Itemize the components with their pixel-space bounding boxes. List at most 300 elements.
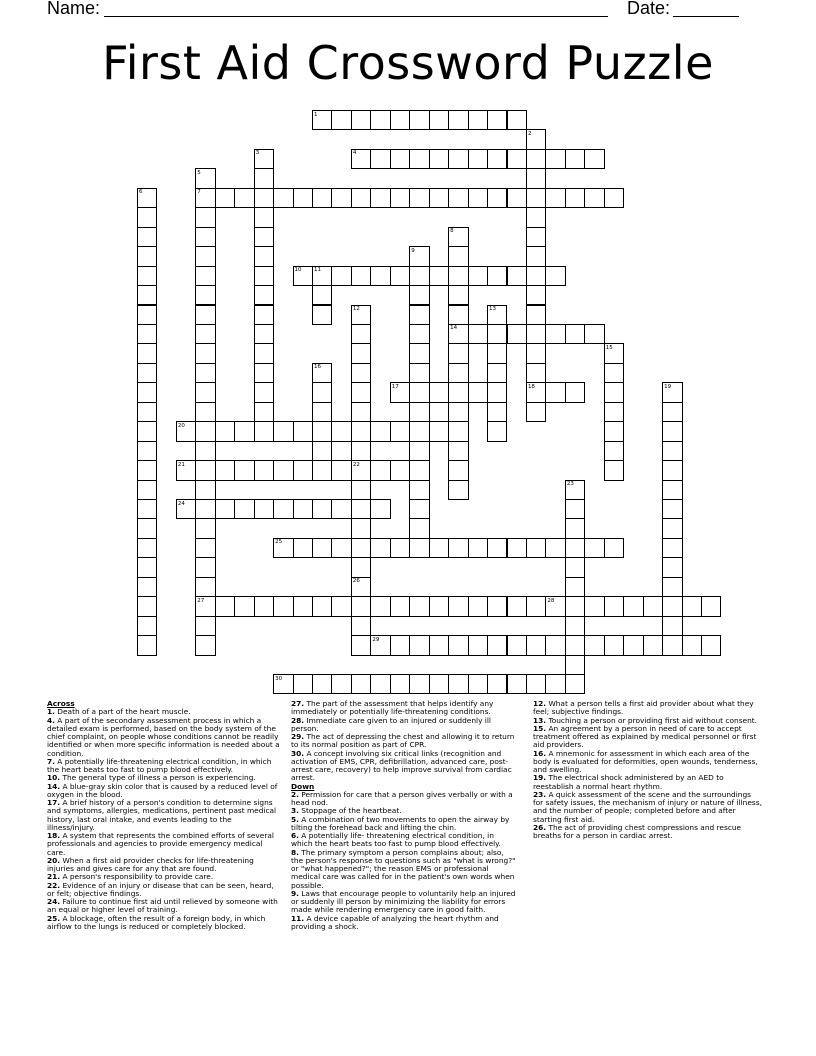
grid-cell[interactable] <box>215 596 235 616</box>
grid-cell[interactable] <box>273 421 293 441</box>
grid-cell[interactable] <box>137 285 157 305</box>
grid-cell[interactable] <box>429 382 449 402</box>
grid-cell[interactable] <box>429 266 449 286</box>
grid-cell[interactable] <box>565 518 585 538</box>
grid-cell[interactable] <box>409 538 429 558</box>
grid-cell[interactable] <box>643 596 663 616</box>
grid-cell[interactable] <box>507 149 527 169</box>
grid-cell[interactable] <box>273 499 293 519</box>
grid-cell[interactable] <box>254 266 274 286</box>
grid-cell[interactable] <box>526 305 546 325</box>
grid-cell[interactable] <box>234 421 254 441</box>
grid-cell[interactable] <box>507 596 527 616</box>
grid-cell[interactable] <box>351 518 371 538</box>
grid-cell[interactable] <box>195 246 215 266</box>
grid-cell[interactable] <box>487 674 507 694</box>
grid-cell[interactable] <box>409 635 429 655</box>
grid-cell[interactable] <box>526 596 546 616</box>
grid-cell[interactable] <box>137 343 157 363</box>
grid-cell[interactable] <box>312 402 332 422</box>
grid-cell[interactable] <box>137 246 157 266</box>
grid-cell[interactable] <box>701 596 721 616</box>
grid-cell[interactable] <box>137 227 157 247</box>
grid-cell[interactable] <box>273 460 293 480</box>
grid-cell[interactable] <box>604 538 624 558</box>
grid-cell[interactable] <box>448 460 468 480</box>
grid-cell[interactable] <box>390 149 410 169</box>
grid-cell[interactable] <box>526 538 546 558</box>
grid-cell[interactable] <box>137 557 157 577</box>
grid-cell[interactable] <box>234 460 254 480</box>
grid-cell[interactable] <box>137 635 157 655</box>
grid-cell[interactable] <box>487 363 507 383</box>
grid-cell[interactable] <box>662 616 682 636</box>
grid-cell[interactable] <box>565 188 585 208</box>
grid-cell[interactable] <box>254 343 274 363</box>
grid-cell[interactable] <box>507 635 527 655</box>
grid-cell[interactable] <box>662 460 682 480</box>
grid-cell[interactable] <box>409 402 429 422</box>
grid-cell[interactable] <box>293 596 313 616</box>
grid-cell[interactable] <box>545 674 565 694</box>
grid-cell[interactable] <box>137 499 157 519</box>
grid-cell[interactable] <box>487 110 507 130</box>
grid-cell[interactable] <box>507 538 527 558</box>
grid-cell[interactable] <box>409 480 429 500</box>
grid-cell[interactable] <box>195 616 215 636</box>
grid-cell[interactable] <box>526 363 546 383</box>
grid-cell[interactable] <box>351 538 371 558</box>
grid-cell[interactable] <box>312 596 332 616</box>
grid-cell[interactable] <box>565 596 585 616</box>
grid-cell[interactable] <box>545 635 565 655</box>
grid-cell[interactable] <box>312 538 332 558</box>
grid-cell[interactable] <box>312 441 332 461</box>
grid-cell[interactable] <box>137 518 157 538</box>
grid-cell[interactable] <box>254 207 274 227</box>
grid-cell[interactable] <box>448 480 468 500</box>
grid-cell[interactable] <box>293 421 313 441</box>
grid-cell[interactable] <box>409 382 429 402</box>
grid-cell[interactable] <box>545 266 565 286</box>
grid-cell[interactable] <box>234 499 254 519</box>
grid-cell[interactable] <box>195 441 215 461</box>
grid-cell[interactable] <box>682 635 702 655</box>
grid-cell[interactable] <box>448 538 468 558</box>
grid-cell[interactable] <box>662 402 682 422</box>
grid-cell[interactable] <box>195 363 215 383</box>
grid-cell[interactable] <box>312 382 332 402</box>
grid-cell[interactable] <box>351 343 371 363</box>
grid-cell[interactable] <box>565 577 585 597</box>
grid-cell[interactable] <box>137 207 157 227</box>
grid-cell[interactable] <box>351 363 371 383</box>
grid-cell[interactable] <box>137 324 157 344</box>
grid-cell[interactable] <box>507 266 527 286</box>
grid-cell[interactable] <box>273 188 293 208</box>
grid-cell[interactable] <box>448 305 468 325</box>
grid-cell[interactable] <box>409 460 429 480</box>
grid-cell[interactable] <box>351 674 371 694</box>
grid-cell[interactable] <box>390 674 410 694</box>
grid-cell[interactable] <box>662 441 682 461</box>
grid-cell[interactable] <box>370 674 390 694</box>
grid-cell[interactable] <box>312 674 332 694</box>
grid-cell[interactable] <box>448 285 468 305</box>
grid-cell[interactable] <box>448 363 468 383</box>
grid-cell[interactable] <box>448 402 468 422</box>
grid-cell[interactable] <box>331 499 351 519</box>
grid-cell[interactable] <box>390 266 410 286</box>
grid-cell[interactable] <box>195 557 215 577</box>
grid-cell[interactable] <box>254 227 274 247</box>
grid-cell[interactable] <box>195 343 215 363</box>
grid-cell[interactable] <box>195 421 215 441</box>
grid-cell[interactable] <box>254 499 274 519</box>
grid-cell[interactable] <box>565 538 585 558</box>
grid-cell[interactable] <box>487 596 507 616</box>
grid-cell[interactable] <box>254 402 274 422</box>
grid-cell[interactable] <box>429 421 449 441</box>
grid-cell[interactable] <box>293 188 313 208</box>
grid-cell[interactable] <box>526 635 546 655</box>
grid-cell[interactable] <box>351 110 371 130</box>
grid-cell[interactable] <box>390 596 410 616</box>
grid-cell[interactable] <box>545 382 565 402</box>
grid-cell[interactable] <box>195 635 215 655</box>
grid-cell[interactable] <box>137 402 157 422</box>
grid-cell[interactable] <box>448 635 468 655</box>
grid-cell[interactable] <box>370 538 390 558</box>
grid-cell[interactable] <box>662 577 682 597</box>
grid-cell[interactable] <box>643 635 663 655</box>
grid-cell[interactable] <box>137 421 157 441</box>
grid-cell[interactable] <box>293 460 313 480</box>
grid-cell[interactable] <box>487 382 507 402</box>
grid-cell[interactable] <box>526 246 546 266</box>
grid-cell[interactable] <box>526 285 546 305</box>
grid-cell[interactable] <box>604 421 624 441</box>
grid-cell[interactable] <box>215 460 235 480</box>
grid-cell[interactable] <box>351 499 371 519</box>
grid-cell[interactable] <box>662 499 682 519</box>
grid-cell[interactable] <box>331 188 351 208</box>
grid-cell[interactable] <box>526 324 546 344</box>
grid-cell[interactable] <box>448 343 468 363</box>
grid-cell[interactable] <box>448 596 468 616</box>
grid-cell[interactable] <box>351 382 371 402</box>
grid-cell[interactable] <box>526 674 546 694</box>
grid-cell[interactable] <box>545 188 565 208</box>
grid-cell[interactable] <box>429 674 449 694</box>
grid-cell[interactable] <box>351 188 371 208</box>
grid-cell[interactable] <box>487 266 507 286</box>
grid-cell[interactable] <box>254 168 274 188</box>
grid-cell[interactable] <box>312 285 332 305</box>
grid-cell[interactable] <box>331 110 351 130</box>
grid-cell[interactable] <box>273 596 293 616</box>
grid-cell[interactable] <box>137 538 157 558</box>
grid-cell[interactable] <box>468 188 488 208</box>
grid-cell[interactable] <box>254 285 274 305</box>
grid-cell[interactable] <box>254 324 274 344</box>
grid-cell[interactable] <box>468 674 488 694</box>
grid-cell[interactable] <box>487 149 507 169</box>
grid-cell[interactable] <box>390 460 410 480</box>
grid-cell[interactable] <box>604 363 624 383</box>
grid-cell[interactable] <box>312 421 332 441</box>
grid-cell[interactable] <box>254 596 274 616</box>
grid-cell[interactable] <box>254 246 274 266</box>
grid-cell[interactable] <box>195 480 215 500</box>
grid-cell[interactable] <box>351 266 371 286</box>
grid-cell[interactable] <box>487 538 507 558</box>
grid-cell[interactable] <box>507 110 527 130</box>
grid-cell[interactable] <box>662 538 682 558</box>
grid-cell[interactable] <box>409 674 429 694</box>
grid-cell[interactable] <box>565 655 585 675</box>
grid-cell[interactable] <box>662 518 682 538</box>
grid-cell[interactable] <box>584 596 604 616</box>
grid-cell[interactable] <box>604 596 624 616</box>
grid-cell[interactable] <box>409 343 429 363</box>
grid-cell[interactable] <box>370 266 390 286</box>
grid-cell[interactable] <box>195 402 215 422</box>
grid-cell[interactable] <box>448 421 468 441</box>
grid-cell[interactable] <box>195 285 215 305</box>
grid-cell[interactable] <box>448 246 468 266</box>
grid-cell[interactable] <box>487 421 507 441</box>
grid-cell[interactable] <box>448 382 468 402</box>
grid-cell[interactable] <box>584 188 604 208</box>
grid-cell[interactable] <box>468 596 488 616</box>
grid-cell[interactable] <box>390 635 410 655</box>
grid-cell[interactable] <box>468 538 488 558</box>
grid-cell[interactable] <box>448 188 468 208</box>
grid-cell[interactable] <box>662 421 682 441</box>
grid-cell[interactable] <box>468 266 488 286</box>
grid-cell[interactable] <box>584 149 604 169</box>
grid-cell[interactable] <box>409 324 429 344</box>
grid-cell[interactable] <box>195 227 215 247</box>
grid-cell[interactable] <box>507 674 527 694</box>
grid-cell[interactable] <box>409 518 429 538</box>
grid-cell[interactable] <box>293 538 313 558</box>
grid-cell[interactable] <box>195 499 215 519</box>
grid-cell[interactable] <box>215 421 235 441</box>
grid-cell[interactable] <box>565 557 585 577</box>
grid-cell[interactable] <box>370 421 390 441</box>
grid-cell[interactable] <box>195 305 215 325</box>
grid-cell[interactable] <box>409 285 429 305</box>
grid-cell[interactable] <box>254 305 274 325</box>
grid-cell[interactable] <box>312 499 332 519</box>
grid-cell[interactable] <box>526 168 546 188</box>
grid-cell[interactable] <box>565 635 585 655</box>
grid-cell[interactable] <box>370 110 390 130</box>
grid-cell[interactable] <box>487 635 507 655</box>
grid-cell[interactable] <box>351 402 371 422</box>
grid-cell[interactable] <box>137 441 157 461</box>
grid-cell[interactable] <box>234 188 254 208</box>
grid-cell[interactable] <box>662 596 682 616</box>
grid-cell[interactable] <box>195 518 215 538</box>
grid-cell[interactable] <box>409 305 429 325</box>
grid-cell[interactable] <box>409 596 429 616</box>
grid-cell[interactable] <box>429 110 449 130</box>
grid-cell[interactable] <box>137 460 157 480</box>
grid-cell[interactable] <box>468 635 488 655</box>
grid-cell[interactable] <box>604 188 624 208</box>
grid-cell[interactable] <box>351 441 371 461</box>
grid-cell[interactable] <box>526 149 546 169</box>
grid-cell[interactable] <box>448 110 468 130</box>
grid-cell[interactable] <box>468 382 488 402</box>
grid-cell[interactable] <box>429 538 449 558</box>
grid-cell[interactable] <box>526 207 546 227</box>
grid-cell[interactable] <box>331 266 351 286</box>
grid-cell[interactable] <box>409 499 429 519</box>
grid-cell[interactable] <box>409 266 429 286</box>
grid-cell[interactable] <box>137 596 157 616</box>
grid-cell[interactable] <box>682 596 702 616</box>
grid-cell[interactable] <box>662 480 682 500</box>
grid-cell[interactable] <box>526 343 546 363</box>
grid-cell[interactable] <box>487 188 507 208</box>
grid-cell[interactable] <box>254 188 274 208</box>
grid-cell[interactable] <box>351 421 371 441</box>
grid-cell[interactable] <box>409 110 429 130</box>
grid-cell[interactable] <box>370 460 390 480</box>
grid-cell[interactable] <box>662 557 682 577</box>
grid-cell[interactable] <box>137 480 157 500</box>
grid-cell[interactable] <box>331 421 351 441</box>
grid-cell[interactable] <box>409 363 429 383</box>
grid-cell[interactable] <box>390 110 410 130</box>
grid-cell[interactable] <box>390 538 410 558</box>
grid-cell[interactable] <box>293 674 313 694</box>
grid-cell[interactable] <box>545 538 565 558</box>
grid-cell[interactable] <box>312 305 332 325</box>
grid-cell[interactable] <box>448 441 468 461</box>
grid-cell[interactable] <box>234 596 254 616</box>
grid-cell[interactable] <box>351 596 371 616</box>
grid-cell[interactable] <box>195 207 215 227</box>
grid-cell[interactable] <box>370 188 390 208</box>
grid-cell[interactable] <box>254 363 274 383</box>
grid-cell[interactable] <box>351 635 371 655</box>
grid-cell[interactable] <box>370 499 390 519</box>
grid-cell[interactable] <box>351 324 371 344</box>
grid-cell[interactable] <box>370 149 390 169</box>
grid-cell[interactable] <box>565 382 585 402</box>
grid-cell[interactable] <box>448 149 468 169</box>
grid-cell[interactable] <box>331 538 351 558</box>
grid-cell[interactable] <box>565 674 585 694</box>
grid-cell[interactable] <box>195 460 215 480</box>
grid-cell[interactable] <box>565 499 585 519</box>
grid-cell[interactable] <box>254 421 274 441</box>
grid-cell[interactable] <box>312 188 332 208</box>
grid-cell[interactable] <box>448 266 468 286</box>
grid-cell[interactable] <box>351 480 371 500</box>
grid-cell[interactable] <box>468 110 488 130</box>
grid-cell[interactable] <box>584 635 604 655</box>
grid-cell[interactable] <box>565 324 585 344</box>
grid-cell[interactable] <box>448 674 468 694</box>
grid-cell[interactable] <box>584 324 604 344</box>
grid-cell[interactable] <box>331 596 351 616</box>
grid-cell[interactable] <box>137 305 157 325</box>
grid-cell[interactable] <box>409 188 429 208</box>
grid-cell[interactable] <box>584 538 604 558</box>
grid-cell[interactable] <box>195 324 215 344</box>
grid-cell[interactable] <box>195 266 215 286</box>
grid-cell[interactable] <box>351 616 371 636</box>
grid-cell[interactable] <box>254 382 274 402</box>
grid-cell[interactable] <box>409 421 429 441</box>
grid-cell[interactable] <box>137 616 157 636</box>
grid-cell[interactable] <box>429 635 449 655</box>
grid-cell[interactable] <box>526 188 546 208</box>
grid-cell[interactable] <box>526 266 546 286</box>
grid-cell[interactable] <box>409 441 429 461</box>
grid-cell[interactable] <box>662 635 682 655</box>
grid-cell[interactable] <box>604 441 624 461</box>
grid-cell[interactable] <box>565 616 585 636</box>
grid-cell[interactable] <box>195 538 215 558</box>
grid-cell[interactable] <box>293 499 313 519</box>
grid-cell[interactable] <box>526 402 546 422</box>
grid-cell[interactable] <box>623 596 643 616</box>
grid-cell[interactable] <box>507 324 527 344</box>
grid-cell[interactable] <box>487 324 507 344</box>
grid-cell[interactable] <box>370 596 390 616</box>
grid-cell[interactable] <box>312 460 332 480</box>
grid-cell[interactable] <box>604 402 624 422</box>
grid-cell[interactable] <box>351 557 371 577</box>
grid-cell[interactable] <box>604 382 624 402</box>
grid-cell[interactable] <box>331 674 351 694</box>
grid-cell[interactable] <box>137 382 157 402</box>
grid-cell[interactable] <box>409 149 429 169</box>
grid-cell[interactable] <box>487 343 507 363</box>
grid-cell[interactable] <box>545 324 565 344</box>
grid-cell[interactable] <box>195 577 215 597</box>
grid-cell[interactable] <box>137 577 157 597</box>
grid-cell[interactable] <box>468 324 488 344</box>
grid-cell[interactable] <box>254 460 274 480</box>
grid-cell[interactable] <box>545 149 565 169</box>
grid-cell[interactable] <box>390 188 410 208</box>
grid-cell[interactable] <box>390 421 410 441</box>
grid-cell[interactable] <box>137 266 157 286</box>
grid-cell[interactable] <box>331 460 351 480</box>
grid-cell[interactable] <box>565 149 585 169</box>
grid-cell[interactable] <box>604 460 624 480</box>
grid-cell[interactable] <box>604 635 624 655</box>
grid-cell[interactable] <box>137 363 157 383</box>
grid-cell[interactable] <box>468 149 488 169</box>
grid-cell[interactable] <box>215 188 235 208</box>
grid-cell[interactable] <box>429 188 449 208</box>
grid-cell[interactable] <box>701 635 721 655</box>
grid-cell[interactable] <box>215 499 235 519</box>
grid-cell[interactable] <box>623 635 643 655</box>
grid-cell[interactable] <box>195 382 215 402</box>
grid-cell[interactable] <box>507 188 527 208</box>
grid-cell[interactable] <box>429 596 449 616</box>
